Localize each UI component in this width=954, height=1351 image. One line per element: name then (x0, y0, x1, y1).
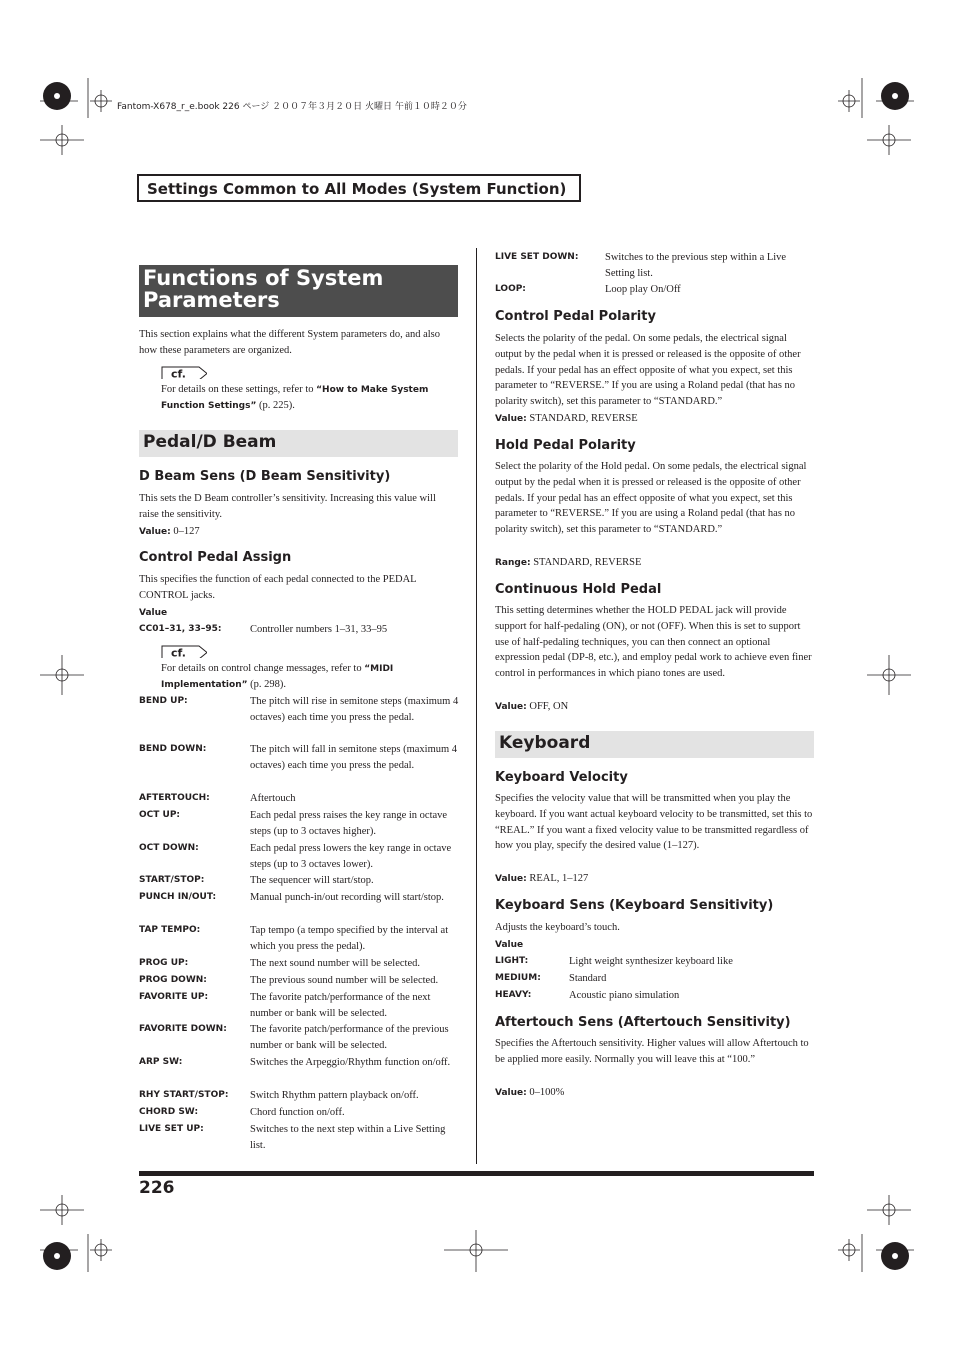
definition-desc: The sequencer will start/stop. (250, 875, 374, 886)
aftertouch-sens-body: Specifies the Aftertouch sensitivity. Higher values will allow Aftertouch to be applied more easily. Normally you will leave this at “100.” (495, 1038, 809, 1065)
definition-term: FAVORITE DOWN: (139, 1024, 227, 1034)
definition-term: TAP TEMPO: (139, 925, 201, 935)
definition-term: PROG DOWN: (139, 975, 207, 985)
cf-reference-icon (161, 366, 207, 379)
aftertouch-sens-value (495, 1085, 564, 1102)
control-pedal-assign-body: This specifies the function of each pedal connected to the PEDAL CONTROL jacks. (139, 574, 417, 601)
heading-continuous-hold-pedal: Continuous Hold Pedal (495, 582, 662, 597)
value-label: Value (495, 940, 524, 950)
definition-term: BEND UP: (139, 696, 188, 706)
value-text: OFF, ON (529, 701, 569, 712)
cf-icon-label: cf. (171, 646, 186, 658)
continuous-hold-pedal-body: This setting determines whether the HOLD PEDAL jack will provide support for half-pedaling (ON), or not (OFF). When this is set to support use of half-pedaling techniques, you can then connect an optional expression pedal (DP-8, etc.), and employ pedal work to achieve even finer control in performances in which piano tones are used. (495, 605, 812, 680)
value-label: Value: (495, 1088, 527, 1098)
heading-keyboard-velocity: Keyboard Velocity (495, 770, 628, 785)
cf-note-midi (161, 661, 451, 693)
heading-control-pedal-polarity: Control Pedal Polarity (495, 309, 656, 324)
value-text: STANDARD, REVERSE (529, 413, 638, 424)
value-label: Value: (139, 527, 171, 537)
control-pedal-polarity-body: Selects the polarity of the pedal. On some pedals, the electrical signal output by the pedal when it is pressed or released is the opposite of other pedals. If your pedal has an effect opposite of what you expect, set this parameter to “REVERSE.” If you are using a Roland pedal (that has no polarity switch), set this parameter to “STANDARD.” (495, 333, 801, 408)
value-label: Value: (495, 874, 527, 884)
definition-desc: The favorite patch/performance of the next number or bank will be selected. (250, 992, 431, 1019)
definition-term: FAVORITE UP: (139, 992, 209, 1002)
definition-desc: Each pedal press raises the key range in octave steps (up to 3 octaves higher). (250, 810, 448, 837)
definition-term: LIVE SET DOWN: (495, 252, 579, 262)
cf-note-link: “MIDI Implementation” (161, 664, 394, 690)
page-title-line-2: Parameters (143, 288, 280, 312)
definition-term: HEAVY: (495, 990, 532, 1000)
definition-term: ARP SW: (139, 1057, 183, 1067)
keyboard-sens-body: Adjusts the keyboard’s touch. (495, 922, 620, 933)
definition-desc: Manual punch-in/out recording will start/stop. (250, 892, 444, 903)
definition-desc: Controller numbers 1–31, 33–95 (250, 624, 388, 635)
column-divider (476, 248, 477, 1164)
definition-desc: The pitch will rise in semitone steps (maximum 4 octaves) each time you press the pedal. (250, 696, 459, 723)
definition-term: LIVE SET UP: (139, 1124, 204, 1134)
cf-note-system-settings (161, 382, 457, 414)
cf-reference-icon (161, 645, 207, 658)
definition-term: OCT DOWN: (139, 843, 199, 853)
hold-pedal-polarity-range (495, 555, 641, 572)
definition-term: LIGHT: (495, 956, 529, 966)
cf-icon-label: cf. (171, 367, 186, 379)
heading-hold-pedal-polarity: Hold Pedal Polarity (495, 438, 636, 453)
cf-note-link: “How to Make System Function Settings” (161, 385, 429, 411)
heading-keyboard-sens: Keyboard Sens (Keyboard Sensitivity) (495, 898, 774, 913)
intro-paragraph: This section explains what the different System parameters do, and also how these parameters are organized. (139, 329, 441, 356)
definition-row (139, 622, 459, 638)
definition-desc: The favorite patch/performance of the previous number or bank will be selected. (250, 1024, 449, 1051)
definition-desc: Switch Rhythm pattern playback on/off. (250, 1090, 419, 1101)
definition-desc: Acoustic piano simulation (569, 990, 680, 1001)
keyboard-velocity-value (495, 871, 588, 888)
definition-desc: Chord function on/off. (250, 1107, 345, 1118)
value-text: 0–127 (173, 526, 200, 537)
definition-term: RHY START/STOP: (139, 1090, 229, 1100)
value-text: REAL, 1–127 (529, 873, 589, 884)
definition-term: START/STOP: (139, 875, 205, 885)
cf-note-page-ref: (p. 298). (247, 679, 287, 690)
dbeam-sens-value (139, 524, 200, 541)
heading-aftertouch-sens: Aftertouch Sens (Aftertouch Sensitivity) (495, 1015, 791, 1030)
value-text: STANDARD, REVERSE (533, 557, 642, 568)
definition-desc: The next sound number will be selected. (250, 958, 420, 969)
definition-term: PROG UP: (139, 958, 189, 968)
value-label: Value: (495, 702, 527, 712)
page-title-line-1: Functions of System (143, 266, 384, 290)
definition-desc: Aftertouch (250, 793, 296, 804)
definition-desc: Light weight synthesizer keyboard like (569, 956, 733, 967)
definition-term: CC01–31, 33–95: (139, 624, 222, 634)
cf-note-page-ref: (p. 225). (256, 400, 295, 411)
definition-desc: Switches the Arpeggio/Rhythm function on/off. (250, 1057, 451, 1068)
definition-term: LOOP: (495, 284, 526, 294)
dbeam-sens-body: This sets the D Beam controller’s sensitivity. Increasing this value will raise the sensitivity. (139, 493, 436, 520)
definition-term: AFTERTOUCH: (139, 793, 210, 803)
value-text: 0–100% (529, 1087, 565, 1098)
page-number: 226 (139, 1178, 175, 1198)
definition-desc: Standard (569, 973, 607, 984)
keyboard-velocity-body: Specifies the velocity value that will be transmitted when you play the keyboard. If you want actual keyboard velocity to be transmitted, set this to “REAL.” If you want a fixed velocity value to be transmitted regardless of how you play, specify the desired value (1–127). (495, 793, 813, 852)
definition-desc: Switches to the next step within a Live Setting list. (250, 1124, 446, 1151)
page-title (139, 265, 458, 317)
print-header: Fantom-X678_r_e.book 226 ページ ２００７年３月２０日 火曜日 午前１０時２０分 (117, 102, 467, 112)
cf-note-text: For details on these settings, refer to (161, 384, 317, 395)
heading-control-pedal-assign: Control Pedal Assign (139, 550, 292, 565)
footer-rule (139, 1171, 814, 1176)
definition-desc: Loop play On/Off (605, 284, 681, 295)
value-label: Value (139, 608, 168, 618)
control-pedal-polarity-value (495, 411, 638, 428)
section-header (137, 174, 581, 202)
hold-pedal-polarity-body: Select the polarity of the Hold pedal. On some pedals, the electrical signal output by the pedal when it is pressed or released is the opposite of other pedals. If your pedal has an effect opposite of what you expect, set this parameter to “REVERSE.” If you are using a Roland pedal (that has no polarity switch), set this parameter to “STANDARD.” (495, 461, 807, 536)
definition-term: BEND DOWN: (139, 744, 207, 754)
heading-dbeam-sens: D Beam Sens (D Beam Sensitivity) (139, 469, 391, 484)
definition-term: PUNCH IN/OUT: (139, 892, 217, 902)
definition-term: OCT UP: (139, 810, 181, 820)
section-keyboard: Keyboard (495, 731, 814, 758)
continuous-hold-pedal-value (495, 699, 568, 716)
definition-desc: The previous sound number will be selected. (250, 975, 439, 986)
definition-term: CHORD SW: (139, 1107, 199, 1117)
section-pedal-dbeam: Pedal/D Beam (139, 430, 458, 457)
definition-desc: Tap tempo (a tempo specified by the interval at which you press the pedal). (250, 925, 449, 952)
value-label: Range: (495, 558, 531, 568)
definition-desc: The pitch will fall in semitone steps (maximum 4 octaves) each time you press the pedal. (250, 744, 458, 771)
definition-desc: Switches to the previous step within a Live Setting list. (605, 252, 787, 279)
value-label: Value: (495, 414, 527, 424)
cf-note-text: For details on control change messages, refer to (161, 663, 365, 674)
definition-term: MEDIUM: (495, 973, 541, 983)
definition-desc: Each pedal press lowers the key range in octave steps (up to 3 octaves lower). (250, 843, 452, 870)
section-header-text: Settings Common to All Modes (System Function) (147, 180, 567, 198)
